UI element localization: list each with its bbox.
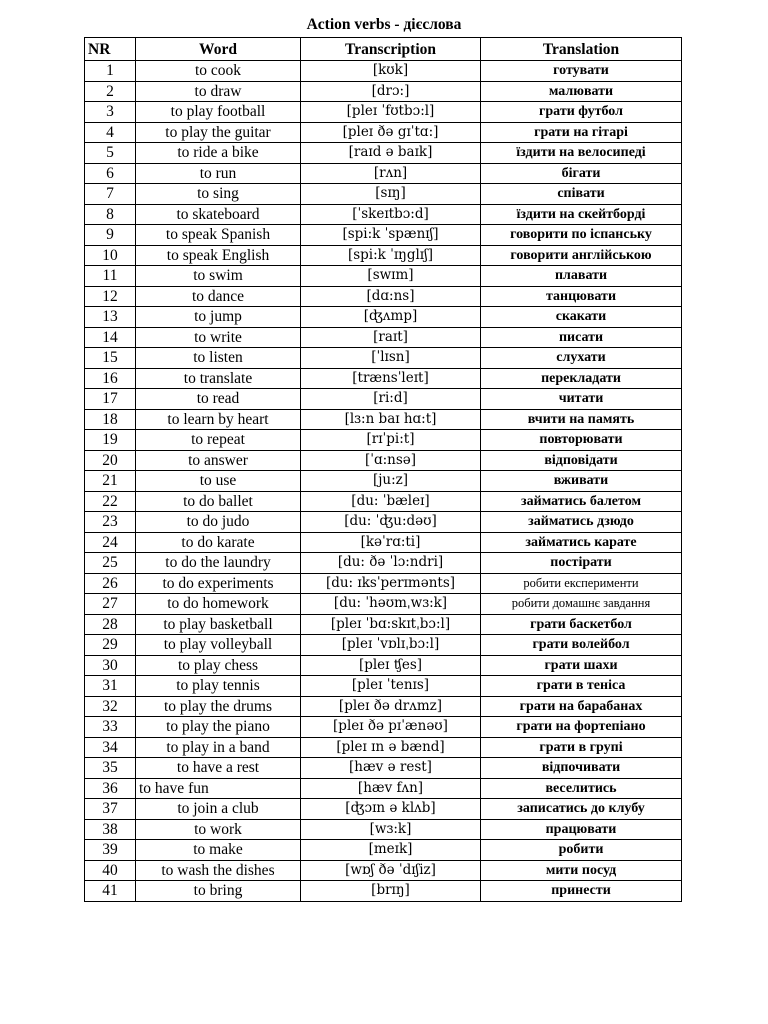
cell-translation: працювати: [481, 819, 682, 840]
cell-nr: 31: [85, 676, 136, 697]
cell-translation: робити домашнє завдання: [481, 594, 682, 615]
cell-translation: принести: [481, 881, 682, 902]
table-row: [85, 737, 682, 758]
cell-nr: 24: [85, 532, 136, 553]
cell-translation: говорити по іспанську: [481, 225, 682, 246]
cell-transcription: [rʌn]: [301, 163, 481, 184]
cell-translation: їздити на велосипеді: [481, 143, 682, 164]
cell-translation: постірати: [481, 553, 682, 574]
cell-translation: грати шахи: [481, 655, 682, 676]
cell-transcription: [pleɪ ðə drʌmz]: [301, 696, 481, 717]
cell-word: to have fun: [136, 778, 301, 799]
cell-nr: 39: [85, 840, 136, 861]
cell-transcription: [drɔ:]: [301, 81, 481, 102]
cell-nr: 18: [85, 409, 136, 430]
cell-transcription: [du: ˈʤu:dəʊ]: [301, 512, 481, 533]
table-row: [85, 573, 682, 594]
cell-transcription: [pleɪ ʧes]: [301, 655, 481, 676]
cell-translation: займатись балетом: [481, 491, 682, 512]
table-row: [85, 225, 682, 246]
table-row: [85, 450, 682, 471]
table-row: [85, 204, 682, 225]
cell-nr: 30: [85, 655, 136, 676]
cell-translation: вчити на память: [481, 409, 682, 430]
cell-transcription: [rɪˈpi:t]: [301, 430, 481, 451]
table-row: [85, 717, 682, 738]
header-translation: Translation: [481, 38, 682, 61]
table-row: [85, 614, 682, 635]
cell-transcription: [lɜ:n baɪ hɑ:t]: [301, 409, 481, 430]
cell-translation: грати на гітарі: [481, 122, 682, 143]
cell-nr: 15: [85, 348, 136, 369]
header-nr: NR: [85, 38, 136, 61]
cell-nr: 1: [85, 61, 136, 82]
cell-translation: веселитись: [481, 778, 682, 799]
cell-transcription: [dɑ:ns]: [301, 286, 481, 307]
cell-transcription: [ri:d]: [301, 389, 481, 410]
cell-nr: 35: [85, 758, 136, 779]
cell-nr: 6: [85, 163, 136, 184]
table-row: [85, 266, 682, 287]
table-row: [85, 491, 682, 512]
cell-word: to play the drums: [136, 696, 301, 717]
cell-word: to swim: [136, 266, 301, 287]
cell-word: to have a rest: [136, 758, 301, 779]
table-row: [85, 61, 682, 82]
cell-translation: відпочивати: [481, 758, 682, 779]
cell-translation: грати в теніса: [481, 676, 682, 697]
cell-translation: грати на барабанах: [481, 696, 682, 717]
cell-transcription: [wɒʃ ðə ˈdɪʃiz]: [301, 860, 481, 881]
cell-word: to speak Spanish: [136, 225, 301, 246]
cell-nr: 4: [85, 122, 136, 143]
cell-transcription: [kʊk]: [301, 61, 481, 82]
cell-nr: 38: [85, 819, 136, 840]
cell-nr: 34: [85, 737, 136, 758]
cell-translation: повторювати: [481, 430, 682, 451]
cell-transcription: [du: ɪksˈperɪmənts]: [301, 573, 481, 594]
cell-translation: відповідати: [481, 450, 682, 471]
cell-transcription: [meɪk]: [301, 840, 481, 861]
cell-transcription: [raɪt]: [301, 327, 481, 348]
cell-translation: вживати: [481, 471, 682, 492]
table-row: [85, 696, 682, 717]
cell-word: to wash the dishes: [136, 860, 301, 881]
cell-word: to play in a band: [136, 737, 301, 758]
cell-word: to play tennis: [136, 676, 301, 697]
cell-nr: 11: [85, 266, 136, 287]
cell-translation: грати в групі: [481, 737, 682, 758]
cell-transcription: [pleɪ ˈbɑ:skɪtˌbɔ:l]: [301, 614, 481, 635]
table-row: [85, 430, 682, 451]
table-row: [85, 184, 682, 205]
cell-nr: 20: [85, 450, 136, 471]
table-row: [85, 512, 682, 533]
cell-word: to do karate: [136, 532, 301, 553]
table-row: [85, 655, 682, 676]
cell-transcription: [ˈlɪsn]: [301, 348, 481, 369]
cell-transcription: [hæv ə rest]: [301, 758, 481, 779]
cell-nr: 41: [85, 881, 136, 902]
cell-nr: 28: [85, 614, 136, 635]
table-row: [85, 881, 682, 902]
cell-transcription: [pleɪ ˈfʊtbɔ:l]: [301, 102, 481, 123]
cell-word: to write: [136, 327, 301, 348]
cell-nr: 40: [85, 860, 136, 881]
table-row: [85, 860, 682, 881]
cell-translation: грати футбол: [481, 102, 682, 123]
cell-translation: займатись дзюдо: [481, 512, 682, 533]
cell-translation: грати баскетбол: [481, 614, 682, 635]
cell-nr: 3: [85, 102, 136, 123]
cell-nr: 21: [85, 471, 136, 492]
table-row: [85, 102, 682, 123]
cell-transcription: [trænsˈleɪt]: [301, 368, 481, 389]
table-row: [85, 143, 682, 164]
cell-word: to play football: [136, 102, 301, 123]
cell-word: to read: [136, 389, 301, 410]
cell-word: to speak English: [136, 245, 301, 266]
cell-translation: говорити англійською: [481, 245, 682, 266]
cell-translation: бігати: [481, 163, 682, 184]
cell-transcription: [ʤɔɪn ə klʌb]: [301, 799, 481, 820]
cell-word: to skateboard: [136, 204, 301, 225]
table-row: [85, 307, 682, 328]
cell-translation: грати на фортепіано: [481, 717, 682, 738]
table-row: [85, 409, 682, 430]
cell-word: to play volleyball: [136, 635, 301, 656]
cell-word: to dance: [136, 286, 301, 307]
cell-transcription: [kəˈrɑ:ti]: [301, 532, 481, 553]
table-row: [85, 286, 682, 307]
cell-word: to do homework: [136, 594, 301, 615]
table-row: [85, 348, 682, 369]
cell-nr: 13: [85, 307, 136, 328]
table-row: [85, 553, 682, 574]
cell-transcription: [pleɪ ˈtenɪs]: [301, 676, 481, 697]
cell-nr: 25: [85, 553, 136, 574]
table-row: [85, 799, 682, 820]
cell-translation: записатись до клубу: [481, 799, 682, 820]
cell-word: to make: [136, 840, 301, 861]
cell-word: to work: [136, 819, 301, 840]
cell-word: to do ballet: [136, 491, 301, 512]
cell-word: to listen: [136, 348, 301, 369]
header-transcription: Transcription: [301, 38, 481, 61]
cell-word: to sing: [136, 184, 301, 205]
cell-transcription: [ju:z]: [301, 471, 481, 492]
cell-nr: 27: [85, 594, 136, 615]
cell-word: to draw: [136, 81, 301, 102]
table-row: [85, 471, 682, 492]
cell-word: to bring: [136, 881, 301, 902]
cell-transcription: [sɪŋ]: [301, 184, 481, 205]
table-row: [85, 368, 682, 389]
cell-nr: 26: [85, 573, 136, 594]
cell-transcription: [du: ˈhəʊmˌwɜ:k]: [301, 594, 481, 615]
cell-translation: танцювати: [481, 286, 682, 307]
cell-transcription: [spi:k ˈɪŋglɪʃ]: [301, 245, 481, 266]
cell-nr: 2: [85, 81, 136, 102]
cell-transcription: [pleɪ ɪn ə bænd]: [301, 737, 481, 758]
cell-transcription: [spi:k ˈspænɪʃ]: [301, 225, 481, 246]
cell-translation: готувати: [481, 61, 682, 82]
cell-nr: 12: [85, 286, 136, 307]
cell-word: to learn by heart: [136, 409, 301, 430]
cell-nr: 5: [85, 143, 136, 164]
page-title: Action verbs - дієслова: [306, 16, 462, 33]
table-row: [85, 81, 682, 102]
cell-translation: робити: [481, 840, 682, 861]
cell-translation: співати: [481, 184, 682, 205]
cell-nr: 8: [85, 204, 136, 225]
cell-transcription: [ˈskeɪtbɔ:d]: [301, 204, 481, 225]
cell-nr: 10: [85, 245, 136, 266]
table-row: [85, 778, 682, 799]
cell-nr: 33: [85, 717, 136, 738]
cell-nr: 17: [85, 389, 136, 410]
cell-word: to translate: [136, 368, 301, 389]
cell-transcription: [pleɪ ðə pɪˈænəʊ]: [301, 717, 481, 738]
cell-nr: 36: [85, 778, 136, 799]
cell-nr: 7: [85, 184, 136, 205]
cell-translation: слухати: [481, 348, 682, 369]
cell-transcription: [raɪd ə baɪk]: [301, 143, 481, 164]
cell-nr: 22: [85, 491, 136, 512]
cell-translation: читати: [481, 389, 682, 410]
cell-transcription: [wɜ:k]: [301, 819, 481, 840]
cell-word: to ride a bike: [136, 143, 301, 164]
cell-word: to do the laundry: [136, 553, 301, 574]
cell-nr: 19: [85, 430, 136, 451]
cell-translation: грати волейбол: [481, 635, 682, 656]
cell-transcription: [brɪŋ]: [301, 881, 481, 902]
cell-translation: писати: [481, 327, 682, 348]
header-word: Word: [136, 38, 301, 61]
cell-translation: плавати: [481, 266, 682, 287]
table-row: [85, 676, 682, 697]
table-header-row: [85, 38, 682, 61]
table-row: [85, 532, 682, 553]
table-row: [85, 594, 682, 615]
cell-transcription: [swɪm]: [301, 266, 481, 287]
cell-nr: 29: [85, 635, 136, 656]
cell-translation: скакати: [481, 307, 682, 328]
table-row: [85, 758, 682, 779]
table-row: [85, 840, 682, 861]
cell-translation: мити посуд: [481, 860, 682, 881]
table-row: [85, 327, 682, 348]
cell-nr: 32: [85, 696, 136, 717]
cell-transcription: [ˈɑ:nsə]: [301, 450, 481, 471]
table-row: [85, 635, 682, 656]
table-row: [85, 122, 682, 143]
cell-word: to do judo: [136, 512, 301, 533]
cell-nr: 37: [85, 799, 136, 820]
cell-transcription: [du: ˈbæleɪ]: [301, 491, 481, 512]
cell-word: to do experiments: [136, 573, 301, 594]
cell-word: to answer: [136, 450, 301, 471]
cell-word: to join a club: [136, 799, 301, 820]
cell-transcription: [pleɪ ðə gɪˈtɑ:]: [301, 122, 481, 143]
cell-word: to play chess: [136, 655, 301, 676]
cell-nr: 14: [85, 327, 136, 348]
verbs-table: [84, 37, 682, 902]
cell-nr: 16: [85, 368, 136, 389]
table-row: [85, 245, 682, 266]
cell-translation: робити експерименти: [481, 573, 682, 594]
table-row: [85, 389, 682, 410]
table-row: [85, 819, 682, 840]
cell-word: to play basketball: [136, 614, 301, 635]
cell-word: to play the guitar: [136, 122, 301, 143]
table-row: [85, 163, 682, 184]
cell-word: to run: [136, 163, 301, 184]
cell-word: to use: [136, 471, 301, 492]
cell-translation: перекладати: [481, 368, 682, 389]
cell-nr: 9: [85, 225, 136, 246]
cell-transcription: [pleɪ ˈvɒlɪˌbɔ:l]: [301, 635, 481, 656]
cell-word: to repeat: [136, 430, 301, 451]
cell-nr: 23: [85, 512, 136, 533]
cell-word: to jump: [136, 307, 301, 328]
cell-transcription: [ʤʌmp]: [301, 307, 481, 328]
cell-translation: малювати: [481, 81, 682, 102]
cell-translation: займатись карате: [481, 532, 682, 553]
cell-transcription: [du: ðə ˈlɔ:ndri]: [301, 553, 481, 574]
cell-transcription: [hæv fʌn]: [301, 778, 481, 799]
cell-word: to play the piano: [136, 717, 301, 738]
cell-translation: їздити на скейтборді: [481, 204, 682, 225]
table-body: [85, 61, 682, 902]
cell-word: to cook: [136, 61, 301, 82]
